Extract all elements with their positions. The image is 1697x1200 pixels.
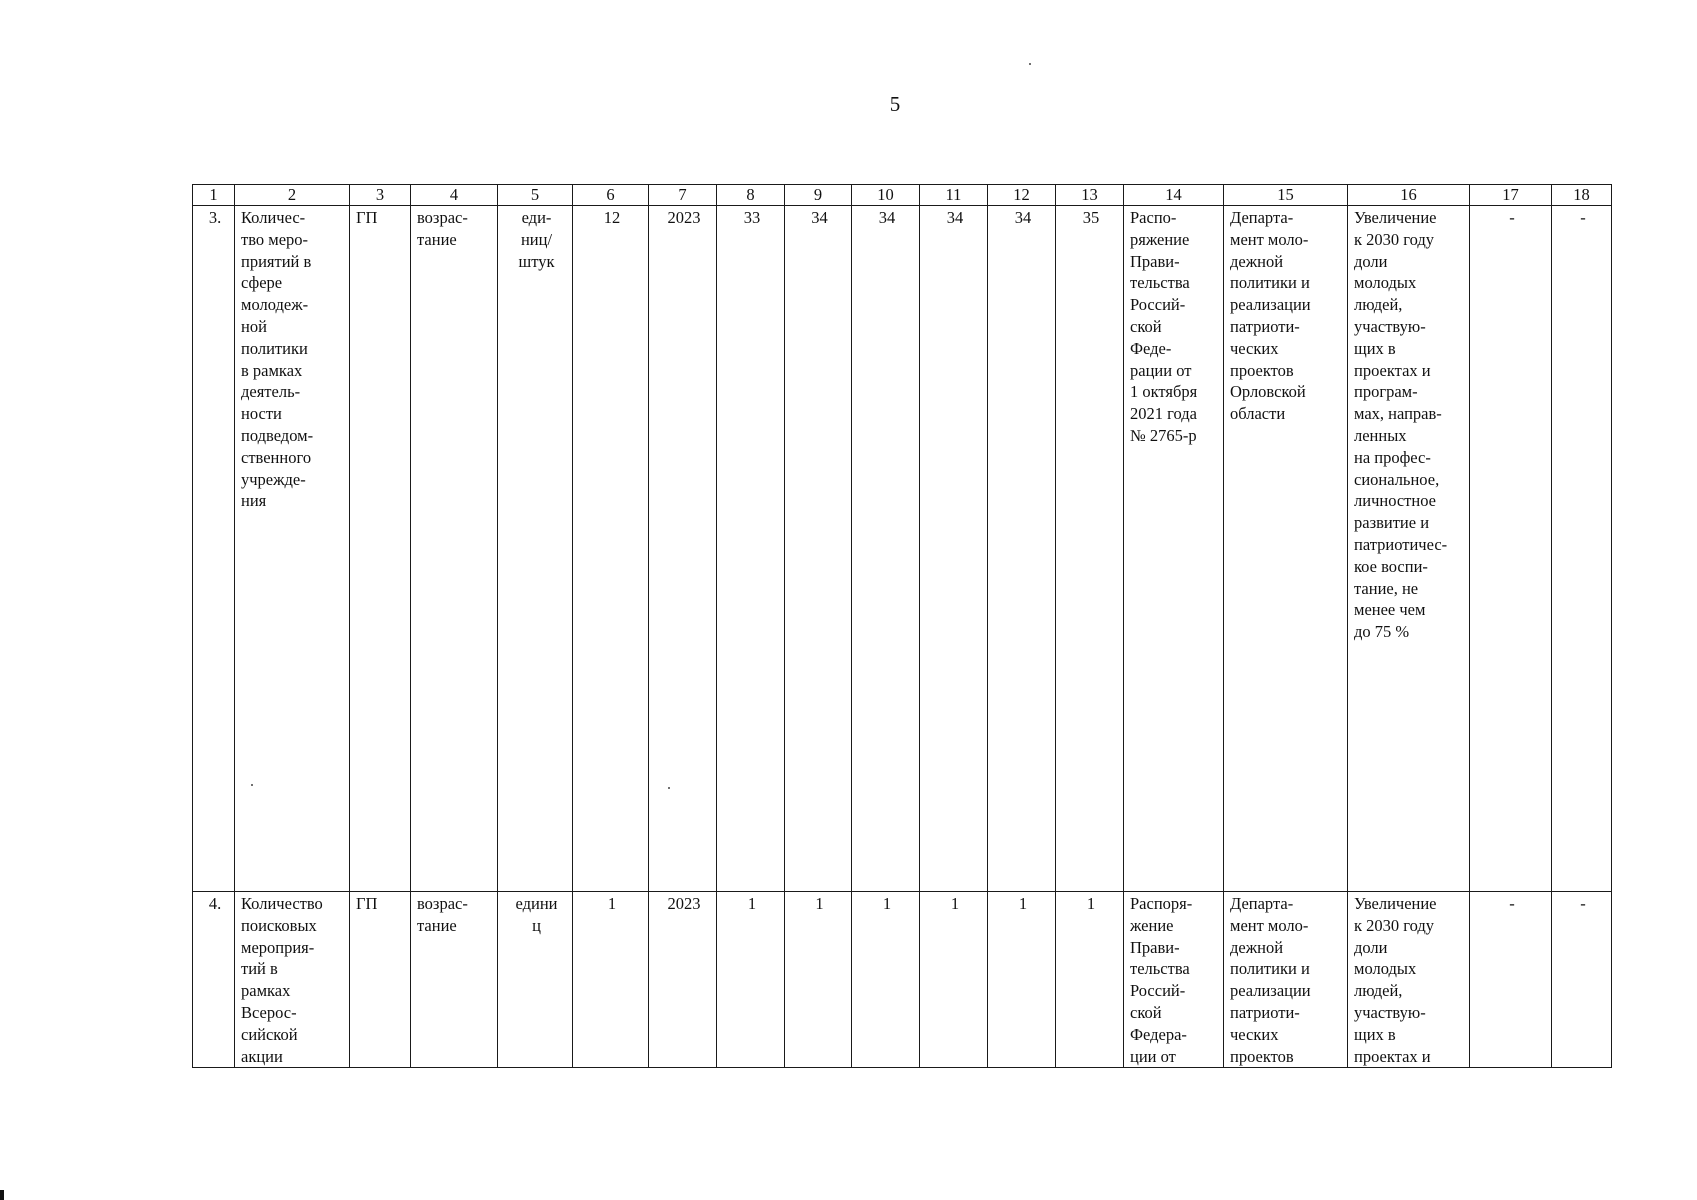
column-number: 18 bbox=[1552, 185, 1612, 206]
column-number: 4 bbox=[411, 185, 498, 206]
column-number: 17 bbox=[1470, 185, 1552, 206]
column-number: 2 bbox=[235, 185, 350, 206]
column-number: 16 bbox=[1348, 185, 1470, 206]
year-value: 34 bbox=[852, 206, 920, 892]
year-value: 1 bbox=[717, 892, 785, 1068]
year-value: 34 bbox=[920, 206, 988, 892]
base-value: 12 bbox=[573, 206, 649, 892]
indicators-table bbox=[192, 184, 1612, 1068]
row-number: 3. bbox=[193, 206, 235, 892]
year-value: 1 bbox=[1056, 892, 1124, 1068]
column-number: 5 bbox=[498, 185, 573, 206]
column-number: 13 bbox=[1056, 185, 1124, 206]
year-value: 33 bbox=[717, 206, 785, 892]
year-value: 1 bbox=[920, 892, 988, 1068]
table-row bbox=[193, 206, 1612, 892]
year-value: 34 bbox=[785, 206, 852, 892]
related-goal: Увеличение к 2030 году доли молодых людей, участвую- щих в проектах и програм- мах, направ- ленных на профес- сиональное, личностное развитие и патриотичес- кое воспи- тание, не менее чем до 75 % bbox=[1348, 206, 1470, 892]
related-goal: Увеличение к 2030 году доли молодых людей, участвую- щих в проектах и bbox=[1348, 892, 1470, 1068]
column-number: 1 bbox=[193, 185, 235, 206]
year-value: 35 bbox=[1056, 206, 1124, 892]
base-year: 2023 bbox=[649, 892, 717, 1068]
trend-direction: возрас- тание bbox=[411, 892, 498, 1068]
year-value: 1 bbox=[852, 892, 920, 1068]
column-number: 3 bbox=[350, 185, 411, 206]
column-number: 8 bbox=[717, 185, 785, 206]
column-number: 15 bbox=[1224, 185, 1348, 206]
responsible-body: Департа- мент моло- дежной политики и реализации патриоти- ческих проектов bbox=[1224, 892, 1348, 1068]
row-number: 4. bbox=[193, 892, 235, 1068]
column-18-value: - bbox=[1552, 206, 1612, 892]
column-number: 14 bbox=[1124, 185, 1224, 206]
column-number: 7 bbox=[649, 185, 717, 206]
indicator-name: Количество поисковых мероприя- тий в рамках Всерос- сийской акции bbox=[235, 892, 350, 1068]
column-17-value: - bbox=[1470, 892, 1552, 1068]
unit-of-measure: едини ц bbox=[498, 892, 573, 1068]
responsible-body: Департа- мент моло- дежной политики и реализации патриоти- ческих проектов Орловской области bbox=[1224, 206, 1348, 892]
trend-direction: возрас- тание bbox=[411, 206, 498, 892]
column-number-row bbox=[193, 185, 1612, 206]
scan-edge-mark bbox=[0, 1190, 4, 1200]
column-number: 12 bbox=[988, 185, 1056, 206]
scan-speck bbox=[1029, 63, 1031, 65]
page-number: 5 bbox=[889, 92, 901, 116]
year-value: 1 bbox=[988, 892, 1056, 1068]
legal-document: Распо- ряжение Прави- тельства Россий- ской Феде- рации от 1 октября 2021 года № 2765-р bbox=[1124, 206, 1224, 892]
column-18-value: - bbox=[1552, 892, 1612, 1068]
indicator-level: ГП bbox=[350, 892, 411, 1068]
unit-of-measure: еди- ниц/ штук bbox=[498, 206, 573, 892]
column-number: 10 bbox=[852, 185, 920, 206]
column-number: 9 bbox=[785, 185, 852, 206]
base-year: 2023 bbox=[649, 206, 717, 892]
indicator-level: ГП bbox=[350, 206, 411, 892]
year-value: 1 bbox=[785, 892, 852, 1068]
indicator-name: Количес- тво меро- приятий в сфере молодеж- ной политики в рамках деятель- ности подведом- ственного учрежде- ния bbox=[235, 206, 350, 892]
table-row bbox=[193, 892, 1612, 1068]
base-value: 1 bbox=[573, 892, 649, 1068]
column-17-value: - bbox=[1470, 206, 1552, 892]
year-value: 34 bbox=[988, 206, 1056, 892]
legal-document: Распоря- жение Прави- тельства Россий- ской Федера- ции от bbox=[1124, 892, 1224, 1068]
column-number: 11 bbox=[920, 185, 988, 206]
column-number: 6 bbox=[573, 185, 649, 206]
